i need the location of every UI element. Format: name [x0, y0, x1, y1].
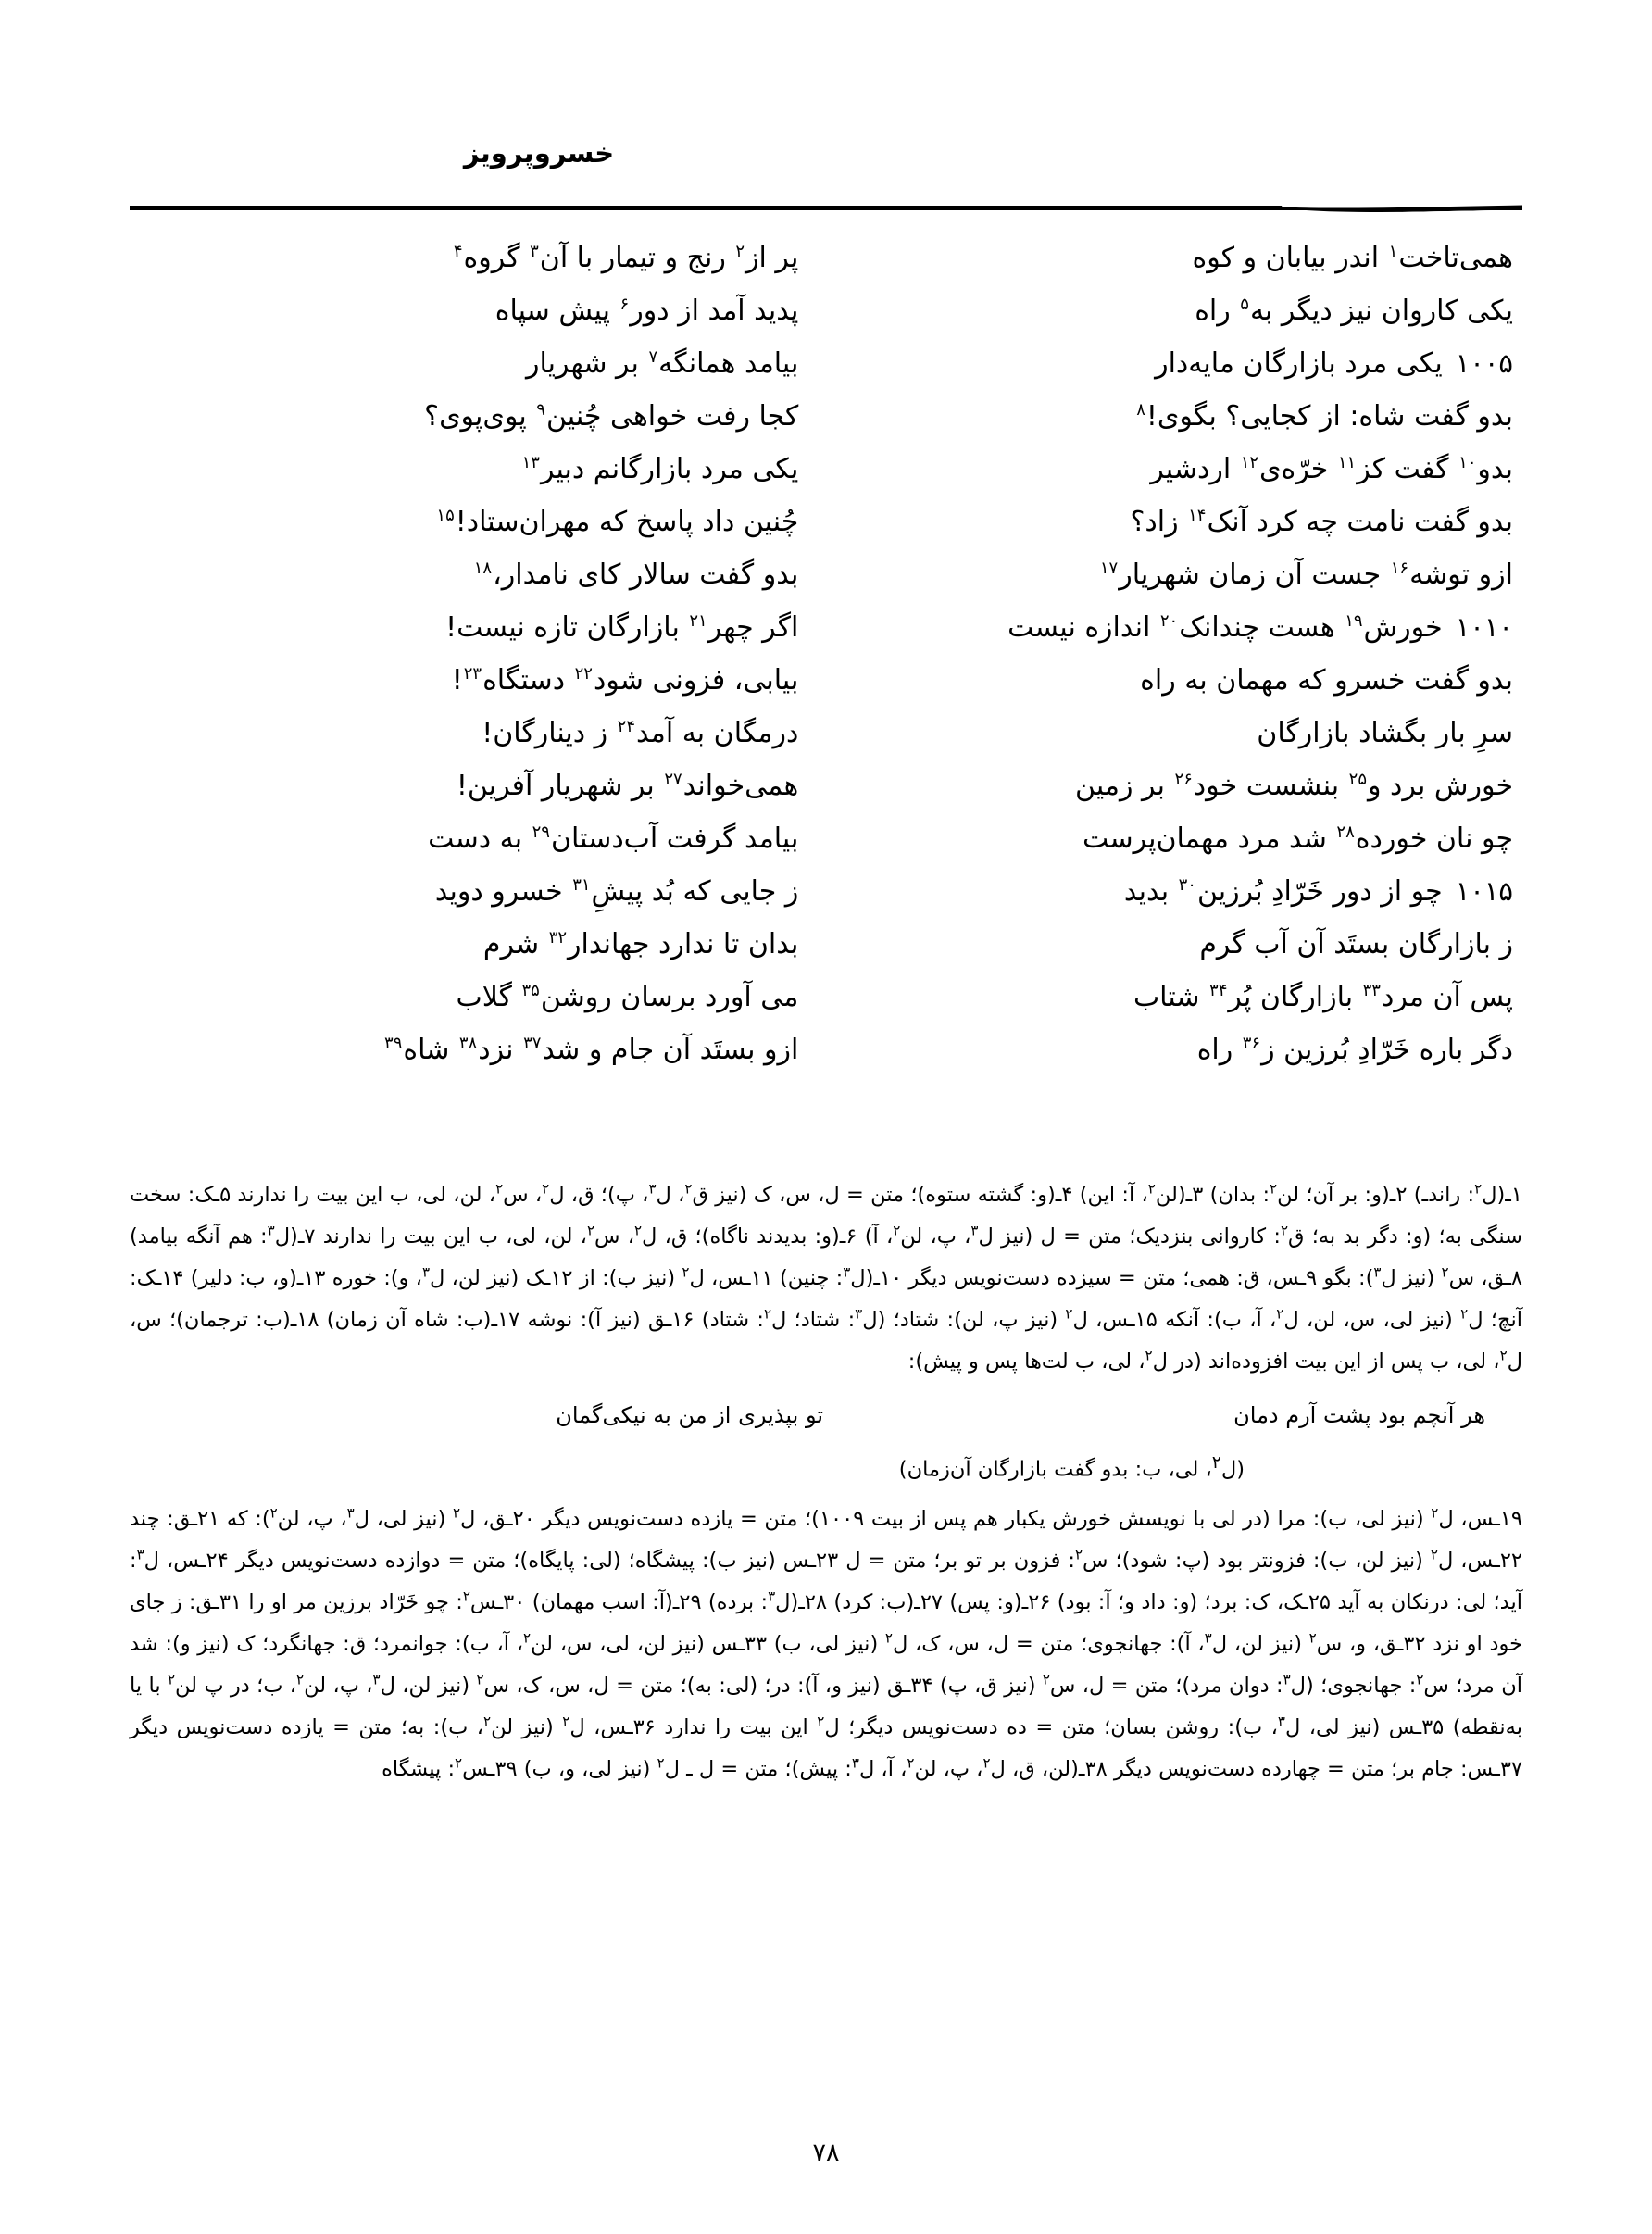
- verse-line: [139, 548, 1513, 601]
- hemistich-right: بدو گفت شاه: از کجایی؟ بگوی!$^۸$: [1136, 400, 1513, 433]
- hemistich-right: همی‌تاخت$^۱$ اندر بیابان و کوه: [1192, 242, 1513, 274]
- hemistich-right: ۱۰۱۵چو از دور خَرّادِ بُرزین$^{۳۰}$ بدید: [798, 865, 1513, 918]
- hemistich-left: ازو بستَد آن جام و شد$^{۳۷}$ نزد$^{۳۸}$ شاه$^{۳۹}$: [384, 1034, 799, 1066]
- header-rule: [130, 206, 1522, 210]
- verse-line: [139, 390, 1513, 443]
- hemistich-right: ز بازارگان بستَد آن آب گرم: [1199, 928, 1513, 960]
- apparatus-inset-verse: [130, 1392, 1522, 1438]
- apparatus-criticus: [130, 1174, 1522, 1790]
- verse-line: [139, 865, 1513, 918]
- running-head: خسروپرویز: [463, 137, 615, 169]
- inset-hemistich-right: هر آنچم بود پشت آرم دمان: [1233, 1402, 1485, 1428]
- hemistich-left: بدو گفت سالار کای نامدار،$^{۱۸}$: [473, 558, 799, 591]
- hemistich-right: ۱۰۰۵یکی مرد بازارگان مایه‌دار: [798, 337, 1513, 390]
- hemistich-right: بدو$^{۱۰}$ گفت کز$^{۱۱}$ خرّه‌ی$^{۱۲}$ اردشیر: [1150, 453, 1513, 485]
- apparatus-block-2: ۱۹ـس، ل$^۲$ (نیز لی، ب): مرا (در لی با نویسش خورش یکبار هم پس از بیت ۱۰۰۹)؛ متن = یازده دست‌نویس دیگر ۲۰ـق، ل$^۲$ (نیز لی، ل$^۳$، پ، لن$^۲$): که ۲۱ـق: چند ۲۲ـس، ل$^۲$ (نیز لن، ب): فزونتر بود (پ: شود)؛ س$^۲$: فزون بر تو بر؛ متن = ل ۲۳ـس (نیز ب): پیشگاه؛ (لی: پایگاه)؛ متن = دوازده دست‌نویس دیگر ۲۴ـس، ل$^۳$: آید؛ لی: درنکان به آید ۲۵ـک، ک: برد؛ (و: داد و؛ آ: بود) ۲۶ـ(و: پس) ۲۷ـ(ب: کرد) ۲۸ـ(ل$^۳$: برده) ۲۹ـ(آ: اسب مهمان) ۳۰ـس$^۲$: چو خَرّاد برزین مر او را ۳۱ـق: ز جای خود او نزد ۳۲ـق، و، س$^۲$ (نیز لن، ل$^۳$، آ): جهانجوی؛ متن = ل، س، ک، ل$^۲$ (نیز لی، ب) ۳۳ـس (نیز لن، لی، س، لن$^۲$، آ، ب): جوانمرد؛ ق: جهانگرد؛ ک (نیز و): شد آن مرد؛ س$^۲$: جهانجوی؛ (ل$^۳$: دوان مرد)؛ متن = ل، س$^۲$ (نیز ق، پ) ۳۴ـق (نیز و، آ): در؛ (لی: به)؛ متن = ل، س، ک، س$^۲$ (نیز لن، ل$^۳$، پ، لن$^۲$، ب؛ در پ لن$^۲$ با یا به‌نقطه) ۳۵ـس (نیز لی، ل$^۳$، ب): روشن بسان؛ متن = ده دست‌نویس دیگر؛ ل$^۲$ این بیت را ندارد ۳۶ـس، ل$^۲$ (نیز لن$^۲$، ب): به؛ متن = یازده دست‌نویس دیگر ۳۷ـس: جام بر؛ متن = چهارده دست‌نویس دیگر ۳۸ـ(لن، ق، ل$^۲$، پ، لن$^۲$، آ، ل$^۳$: پیش)؛ متن = ل ـ ل$^۲$ (نیز لی، و، ب) ۳۹ـس$^۲$: پیشگاه: [130, 1504, 1523, 1781]
- hemistich-left: اگر چهر$^{۲۱}$ بازارگان تازه نیست!: [445, 611, 799, 644]
- verse-line: [139, 1023, 1513, 1076]
- hemistich-left: پر از$^۲$ رنج و تیمار با آن$^۳$ گروه$^۴$: [453, 242, 799, 274]
- hemistich-left: چُنین داد پاسخ که مهران‌ستاد!$^{۱۵}$: [436, 506, 799, 538]
- hemistich-right: ۱۰۱۰خورش$^{۱۹}$ هست چندانک$^{۲۰}$ اندازه نیست: [798, 601, 1513, 654]
- apparatus-inset-source: (ل$^۲$، لی، ب: بدو گفت بازارگان آن‌زمان): [898, 1453, 1245, 1482]
- verse-line: [139, 443, 1513, 496]
- hemistich-right: دگر باره خَرّادِ بُرزین ز$^{۳۶}$ راه: [1196, 1034, 1513, 1066]
- hemistich-left: بیامد همانگه$^۷$ بر شهریار: [525, 347, 799, 380]
- hemistich-left: یکی مرد بازارگانم دبیر$^{۱۳}$: [521, 453, 799, 485]
- hemistich-left: بیابی، فزونی شود$^{۲۲}$ دستگاه$^{۲۳}$!: [451, 664, 799, 697]
- hemistich-left: همی‌خواند$^{۲۷}$ بر شهریار آفرین!: [456, 770, 799, 802]
- verse-line: [139, 812, 1513, 865]
- apparatus-block-1: ۱ـ(ل$^۲$: راندـ) ۲ـ(و: بر آن؛ لن$^۲$: بدان) ۳ـ(لن$^۲$، آ: این) ۴ـ(و: گشته ستوه)؛ متن = ل، س، ک (نیز ق$^۲$، ل$^۳$، پ)؛ ق، ل$^۲$، س$^۲$، لن، لی، ب این بیت را ندارند ۵ـک: سخت سنگی به؛ (و: دگر بد به؛ ق$^۲$: کاروانی بنزدیک؛ متن = ل (نیز ل$^۳$، پ، لن$^۲$، آ) ۶ـ(و: بدیدند ناگاه)؛ ق، ل$^۲$، س$^۲$، لن، لی، ب این بیت را ندارند ۷ـ(ل$^۳$: هم آنگه بیامد) ۸ـق، س$^۲$ (نیز ل$^۳$): بگو ۹ـس، ق: همی؛ متن = سیزده دست‌نویس دیگر ۱۰ـ(ل$^۳$: چنین) ۱۱ـس، ل$^۲$ (نیز ب): از ۱۲ـک (نیز لن، ل$^۳$، و): خوره ۱۳ـ(و، ب: دلیر) ۱۴ـک: آنچ؛ ل$^۲$ (نیز لی، س، لن، ل$^۲$، آ، ب): آنکه ۱۵ـس، ل$^۲$ (نیز پ، لن): شتاد؛ (ل$^۳$: شتاد؛ ل$^۲$: شتاد) ۱۶ـق (نیز آ): نوشه ۱۷ـ(ب: شاه آن زمان) ۱۸ـ(ب: ترجمان)؛ س، ل$^۲$، لی، ب پس از این بیت افزوده‌اند (در ل$^۲$، لی، ب لت‌ها پس و پیش):: [130, 1180, 1523, 1374]
- hemistich-right: یکی کاروان نیز دیگر به$^۵$ راه: [1195, 295, 1513, 327]
- folio-number: ۷۸: [812, 2139, 840, 2167]
- hemistich-left: بیامد گرفت آب‌دستان$^{۲۹}$ به دست: [428, 822, 799, 855]
- verse-block: [139, 232, 1513, 1076]
- verse-line: [139, 496, 1513, 548]
- verse-number: ۱۰۱۰: [1455, 611, 1513, 643]
- verse-line: [139, 337, 1513, 390]
- verse-line: [139, 759, 1513, 812]
- verse-line: [139, 918, 1513, 971]
- hemistich-right: ازو توشه$^{۱۶}$ جست آن زمان شهریار$^{۱۷}$: [1099, 558, 1513, 591]
- inset-hemistich-left: تو بپذیری از من به نیکی‌گمان: [556, 1402, 824, 1428]
- hemistich-right: بدو گفت نامت چه کرد آنک$^{۱۴}$ زاد؟: [1130, 506, 1513, 538]
- hemistich-right: خورش برد و$^{۲۵}$ بنشست خود$^{۲۶}$ بر زمین: [1075, 770, 1513, 802]
- verse-line: [139, 284, 1513, 337]
- verse-number: ۱۰۰۵: [1455, 347, 1513, 379]
- verse-line: [139, 707, 1513, 759]
- hemistich-left: کجا رفت خواهی چُنین$^۹$ پوی‌پوی؟: [424, 400, 799, 433]
- verse-line: [139, 971, 1513, 1023]
- hemistich-left: ز جایی که بُد پیشِ$^{۳۱}$ خسرو دوید: [434, 875, 799, 908]
- verse-line: [139, 601, 1513, 654]
- verse-number: ۱۰۱۵: [1455, 875, 1513, 907]
- hemistich-right: چو نان خورده$^{۲۸}$ شد مرد مهمان‌پرست: [1083, 822, 1513, 855]
- running-head-area: [130, 139, 1522, 195]
- hemistich-right: بدو گفت خسرو که مهمان به راه: [1140, 664, 1513, 697]
- hemistich-right: پس آن مرد$^{۳۳}$ بازارگان پُر$^{۳۴}$ شتاب: [1133, 981, 1513, 1013]
- hemistich-left: می آورد برسان روشن$^{۳۵}$ گلاب: [456, 981, 799, 1013]
- hemistich-left: بدان تا ندارد جهاندار$^{۳۲}$ شرم: [482, 928, 799, 960]
- hemistich-left: درمگان به آمد$^{۲۴}$ ز دینارگان!: [482, 717, 799, 749]
- hemistich-left: پدید آمد از دور$^۶$ پیش سپاه: [494, 295, 799, 327]
- hemistich-right: سرِ بار بگشاد بازارگان: [1257, 717, 1513, 749]
- verse-line: [139, 654, 1513, 707]
- verse-line: [139, 232, 1513, 284]
